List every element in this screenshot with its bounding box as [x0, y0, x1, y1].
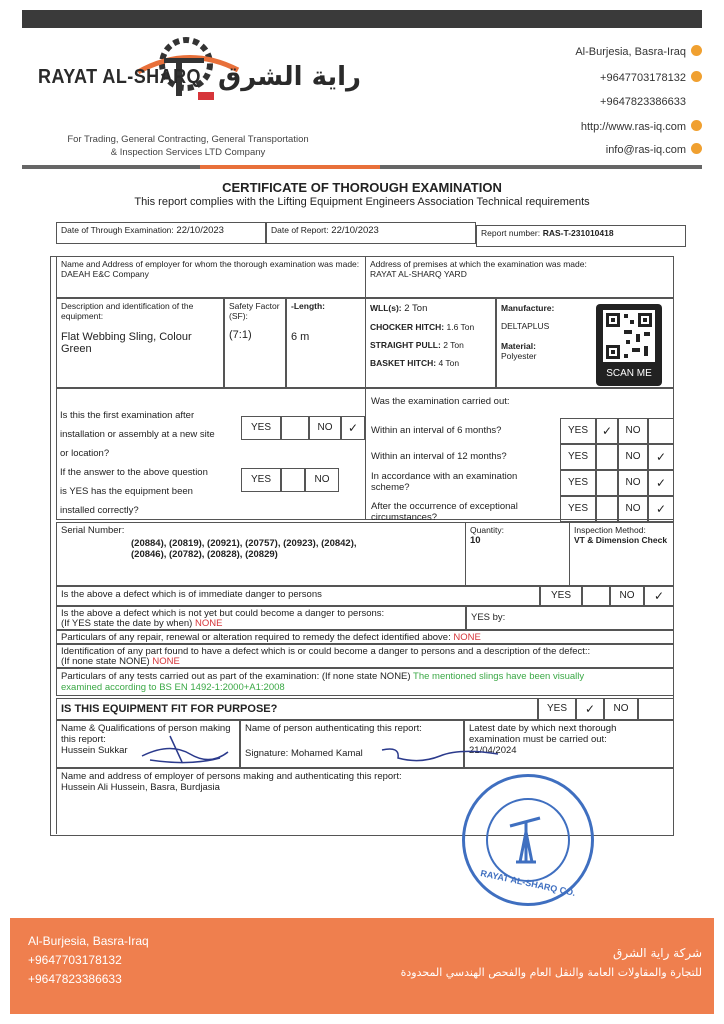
interval-6-no[interactable]: NO [618, 418, 648, 444]
mail-icon [691, 143, 702, 154]
wll-cell: WLL(s): 2 Ton CHOCKER HITCH: 1.6 Ton STRAIGHT PULL: 2 Ton BASKET HITCH: 4 Ton [366, 298, 496, 388]
report-maker-cell: Name & Qualifications of person making this report: Hussein Sukkar [56, 720, 240, 768]
location-icon [691, 45, 702, 56]
scheme-yes[interactable]: YES [560, 470, 596, 496]
carried-out-label: Was the examination carried out: [371, 396, 510, 407]
fit-yes-check[interactable]: ✓ [576, 698, 604, 720]
header-divider-accent [200, 165, 380, 169]
interval-12-no-check[interactable]: ✓ [648, 444, 674, 470]
contact-address: Al-Burjesia, Basra-Iraq [575, 45, 702, 58]
quantity-cell: Quantity: 10 [466, 522, 570, 586]
scheme-label: In accordance with an examination scheme? [371, 471, 518, 493]
interval-6-label: Within an interval of 6 months? [371, 425, 502, 436]
stamp-text: RAYAT AL-SHARQ CO. [479, 868, 577, 898]
scheme-no-check[interactable]: ✓ [648, 470, 674, 496]
employer-auth-cell: Name and address of employer of persons making and authenticating this report: Hussein Ali Hussein, Basra, Burdjasia [56, 768, 674, 834]
report-number-cell: Report number: RAS-T-231010418 [476, 225, 686, 247]
footer-company-ar: شركة راية الشرق [613, 946, 702, 960]
fit-for-purpose-label: IS THIS EQUIPMENT FIT FOR PURPOSE? [56, 698, 538, 720]
defect-immediate-yes-check[interactable] [582, 586, 610, 606]
contact-phone-2: +9647823386633 [600, 96, 686, 108]
certificate-subtitle: This report complies with the Lifting Equipment Engineers Association Technical requirements [134, 196, 590, 208]
yes-by-cell: YES by: [466, 606, 674, 630]
equipment-desc-cell: Description and identification of the equipment: Flat Webbing Sling, Colour Green [56, 298, 224, 388]
inspection-method-cell: Inspection Method: VT & Dimension Check [570, 522, 674, 586]
installed-yes-box[interactable]: YES [241, 468, 281, 492]
tests-cell: Particulars of any tests carried out as part of the examination: (If none state NONE) The mentioned slings have been visually examined according to BS EN 1492-1:2000+A1:2008 [56, 668, 674, 696]
signature-sukkar [140, 732, 230, 768]
footer-phone-1: +9647703178132 [28, 953, 122, 967]
footer-phone-2: +9647823386633 [28, 972, 122, 986]
serial-cell: Serial Number: (20884), (20819), (20921), (20757), (20923), (20842), (20846), (20782), (20828), (20829) [56, 522, 466, 586]
installed-correctly-question: If the answer to the above question is YES has the equipment been installed correctly? [60, 467, 208, 516]
interval-6-yes-check[interactable]: ✓ [596, 418, 618, 444]
defect-immediate-no[interactable]: NO [610, 586, 644, 606]
interval-6-no-check[interactable] [648, 418, 674, 444]
exceptional-yes-check[interactable] [596, 496, 618, 522]
contact-website: http://www.ras-iq.com [581, 120, 702, 133]
certificate-title: CERTIFICATE OF THOROUGH EXAMINATION [222, 180, 502, 195]
safety-factor-cell: Safety Factor (SF): (7:1) [224, 298, 286, 388]
first-exam-no-box[interactable]: NO [309, 416, 341, 440]
interval-12-no[interactable]: NO [618, 444, 648, 470]
first-exam-yes-box[interactable]: YES [241, 416, 281, 440]
installed-yes-check[interactable] [281, 468, 305, 492]
logo-text-ar: راية الشرق [218, 62, 362, 92]
report-date-cell: Date of Report: 22/10/2023 [266, 222, 476, 244]
stamp-derrick-icon [500, 808, 556, 868]
qr-code[interactable] [596, 304, 662, 386]
premises-cell: Address of premises at which the examination was made: RAYAT AL-SHARQ YARD [366, 256, 674, 298]
defect-immediate-no-check[interactable]: ✓ [644, 586, 674, 606]
company-tagline: For Trading, General Contracting, General Transportation & Inspection Services LTD Company [67, 134, 309, 158]
defective-part-cell: Identification of any part found to have a defect which is or could become a danger to persons and a description of the defect:: (If none state NONE) NONE [56, 644, 674, 668]
interval-12-yes[interactable]: YES [560, 444, 596, 470]
fit-no-check[interactable] [638, 698, 674, 720]
phone-icon [691, 71, 702, 82]
length-cell: -Length: 6 m [286, 298, 366, 388]
manufacture-cell: Manufacture: DELTAPLUS Material: Polyester [496, 298, 674, 388]
exam-date-cell: Date of Through Examination: 22/10/2023 [56, 222, 266, 244]
defect-immediate-cell: Is the above a defect which is of immediate danger to persons [56, 586, 540, 606]
contact-email: info@ras-iq.com [606, 143, 702, 156]
exceptional-no-check[interactable]: ✓ [648, 496, 674, 522]
exceptional-label: After the occurrence of exceptional circumstances? [371, 501, 518, 523]
interval-6-yes[interactable]: YES [560, 418, 596, 444]
scheme-yes-check[interactable] [596, 470, 618, 496]
installed-no-box[interactable]: NO [305, 468, 339, 492]
interval-12-yes-check[interactable] [596, 444, 618, 470]
first-exam-no-check[interactable]: ✓ [341, 416, 365, 440]
top-bar [22, 10, 702, 28]
defect-immediate-yes[interactable]: YES [540, 586, 582, 606]
repair-cell: Particulars of any repair, renewal or alteration required to remedy the defect identified above: NONE [56, 630, 674, 644]
globe-icon [691, 120, 702, 131]
footer-address: Al-Burjesia, Basra-Iraq [28, 934, 149, 948]
contact-phone-1: +9647703178132 [600, 71, 702, 84]
fit-no[interactable]: NO [604, 698, 638, 720]
exceptional-yes[interactable]: YES [560, 496, 596, 522]
footer-services-ar: للتجارة والمقاولات العامة والنقل العام والفحص الهندسي المحدودة [400, 966, 702, 979]
scheme-no[interactable]: NO [618, 470, 648, 496]
exceptional-no[interactable]: NO [618, 496, 648, 522]
first-exam-yes-check[interactable] [281, 416, 309, 440]
fit-yes[interactable]: YES [538, 698, 576, 720]
interval-12-label: Within an interval of 12 months? [371, 451, 507, 462]
defect-future-cell: Is the above a defect which is not yet but could become a danger to persons: (If YES state the date by when) NONE [56, 606, 466, 630]
signature-kamal [380, 742, 500, 766]
employer-cell: Name and Address of employer for whom the thorough examination was made: DAEAH E&C Company [56, 256, 366, 298]
authenticator-cell: Name of person authenticating this report: Signature: Mohamed Kamal [240, 720, 464, 768]
qr-scan-label: SCAN ME [606, 368, 652, 379]
next-exam-cell: Latest date by which next thorough examination must be carried out: 21/04/2024 [464, 720, 674, 768]
logo-text-en: RAYAT AL-SHARQ [38, 66, 201, 88]
first-exam-question: Is this the first examination after installation or assembly at a new site or location? [60, 410, 215, 459]
